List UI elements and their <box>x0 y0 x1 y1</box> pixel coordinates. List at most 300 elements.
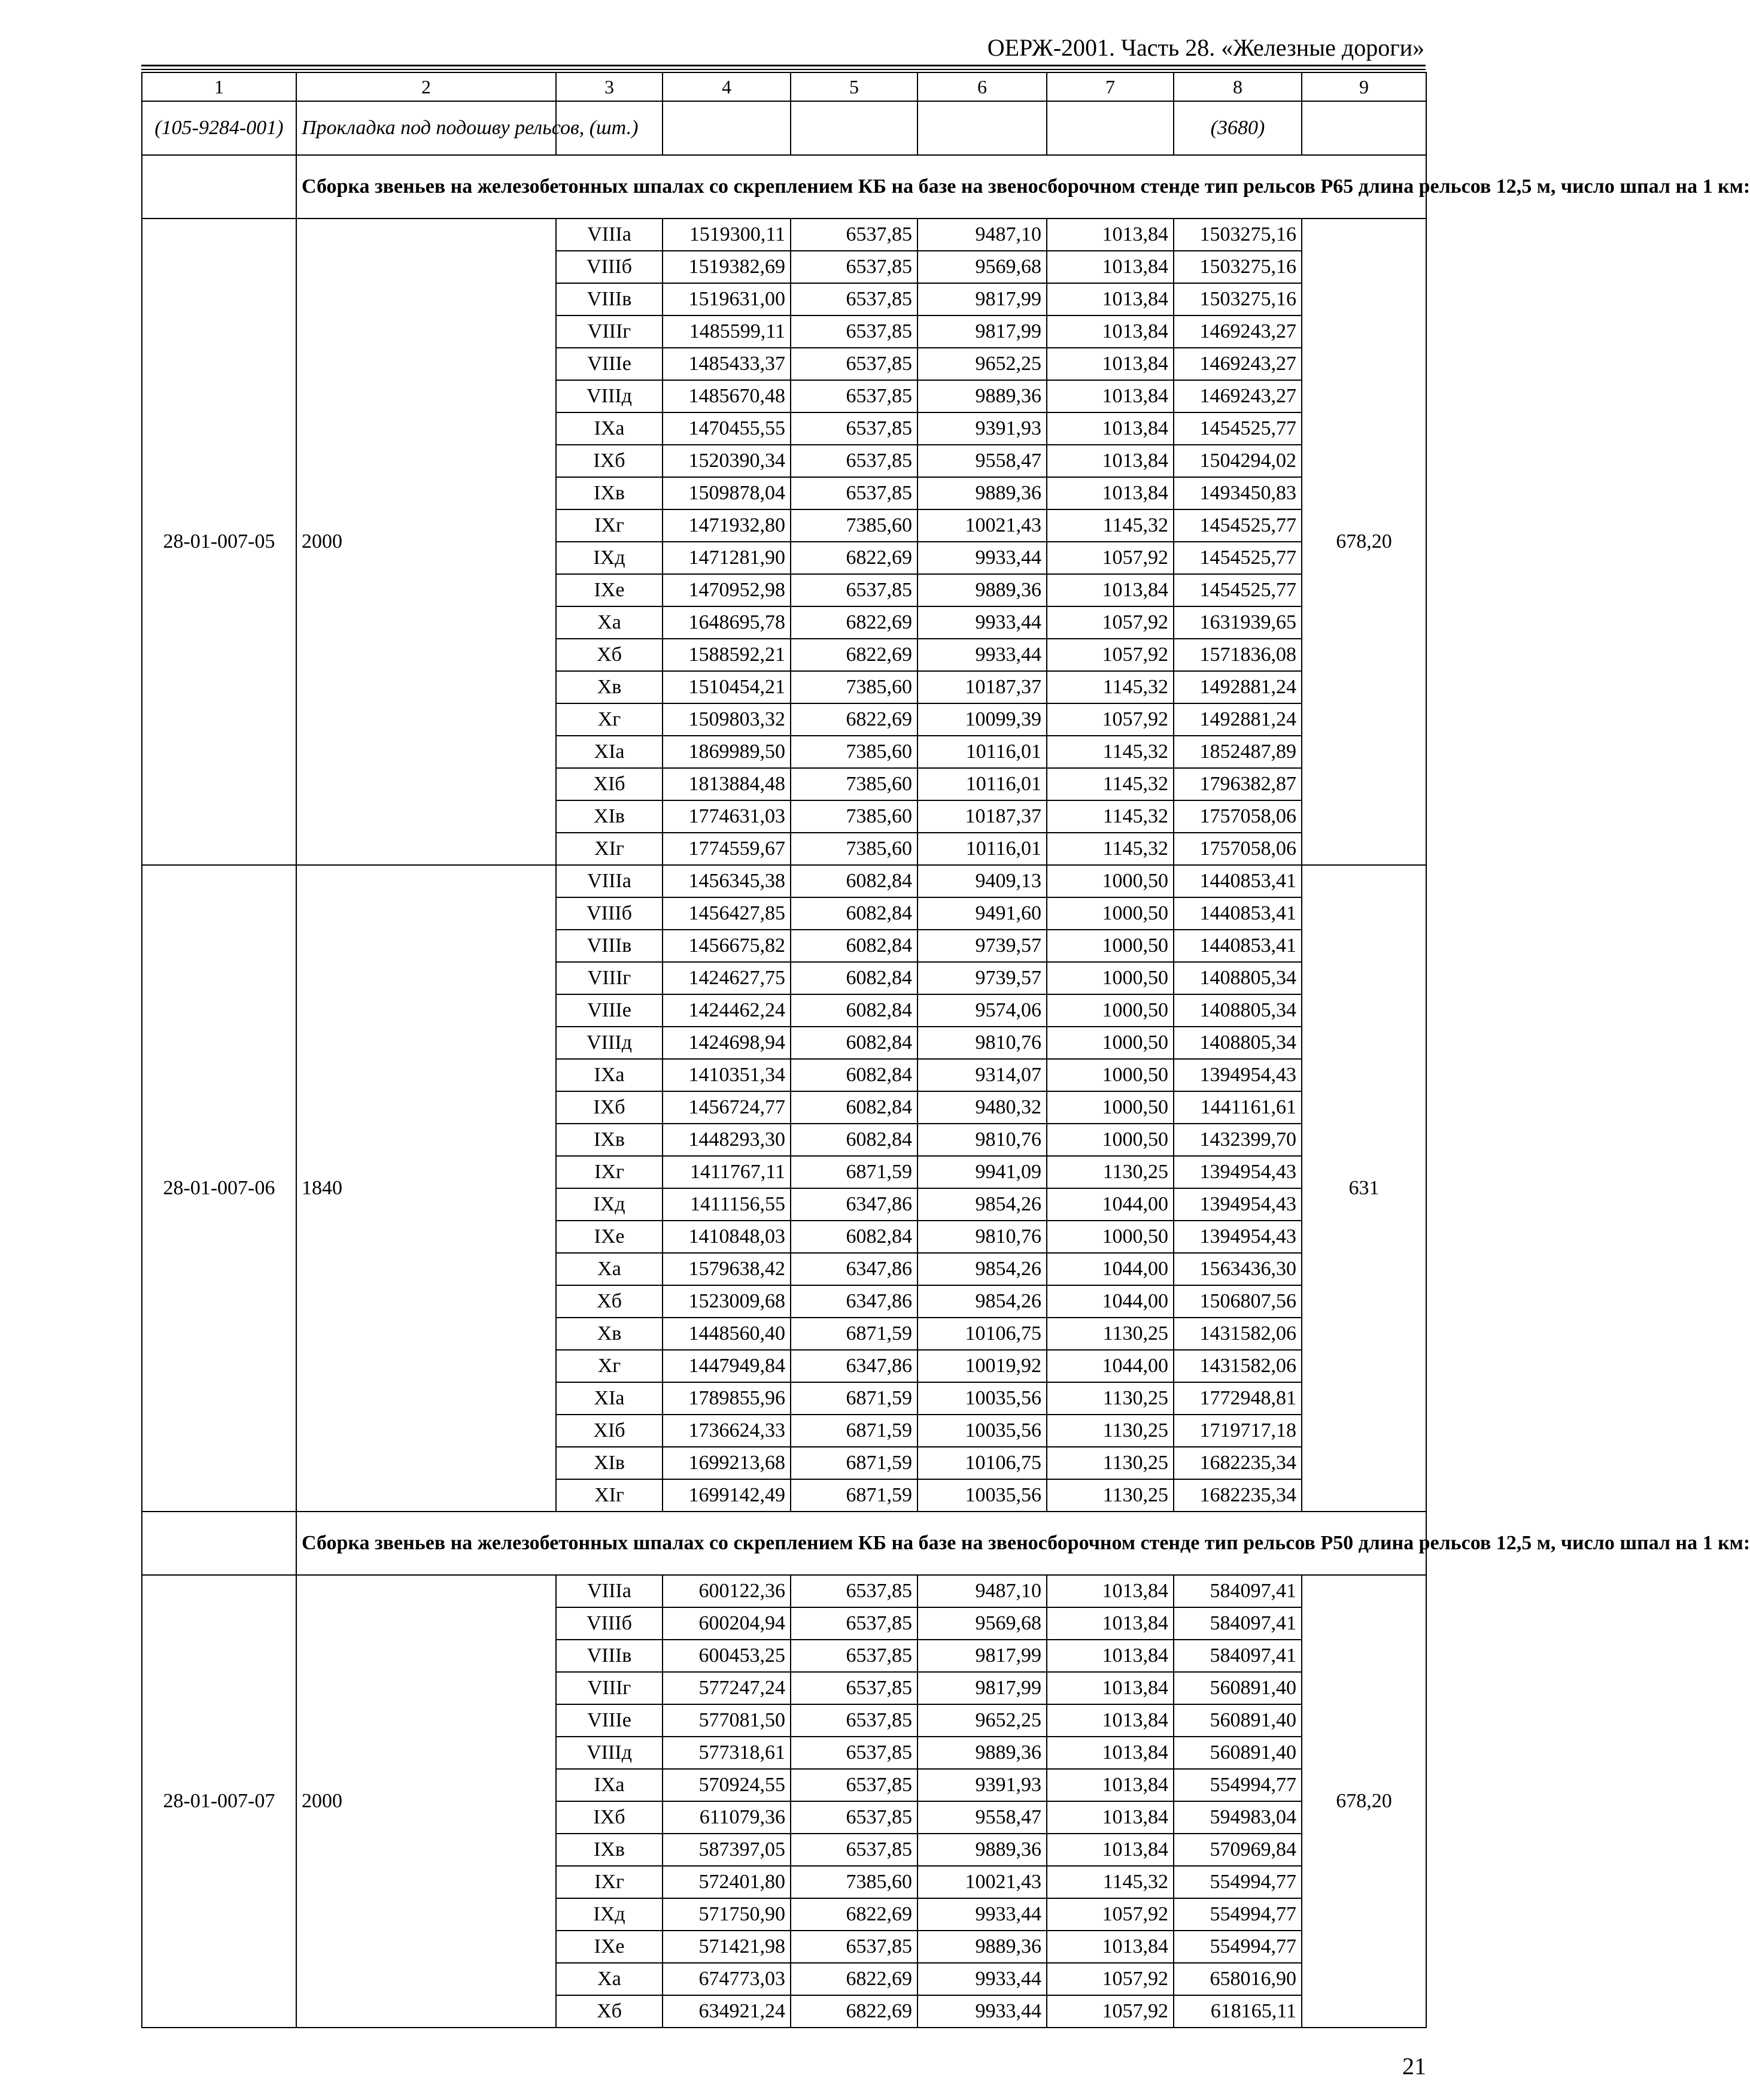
zone-code: VIIIб <box>556 251 663 283</box>
labor-cost: 6082,84 <box>791 1027 917 1059</box>
labor-cost: 6822,69 <box>791 703 917 736</box>
column-number: 7 <box>1047 72 1174 101</box>
total-cost: 1648695,78 <box>663 606 791 639</box>
labor-cost: 6537,85 <box>791 1704 917 1737</box>
page-number: 21 <box>1402 2053 1426 2080</box>
zone-code: IXе <box>556 1221 663 1253</box>
machine-cost: 9817,99 <box>917 315 1047 348</box>
machine-cost: 9487,10 <box>917 219 1047 251</box>
machine-cost: 9817,99 <box>917 283 1047 315</box>
operator-wage: 1013,84 <box>1047 1737 1174 1769</box>
labor-cost: 6822,69 <box>791 1898 917 1931</box>
empty-cell <box>917 101 1047 155</box>
material-cost: 584097,41 <box>1174 1607 1302 1640</box>
machine-cost: 10116,01 <box>917 736 1047 768</box>
material-row <box>142 101 1426 155</box>
zone-code: VIIIд <box>556 380 663 412</box>
machine-cost: 10021,43 <box>917 1866 1047 1898</box>
operator-wage: 1013,84 <box>1047 445 1174 477</box>
operator-wage: 1145,32 <box>1047 1866 1174 1898</box>
labor-cost: 7385,60 <box>791 1866 917 1898</box>
operator-wage: 1013,84 <box>1047 1704 1174 1737</box>
machine-cost: 9652,25 <box>917 1704 1047 1737</box>
operator-wage: 1145,32 <box>1047 768 1174 800</box>
empty-cell <box>1047 101 1174 155</box>
total-cost: 1699142,49 <box>663 1479 791 1512</box>
total-cost: 600453,25 <box>663 1640 791 1672</box>
table-row <box>142 1575 1426 1607</box>
labor-cost: 6537,85 <box>791 1769 917 1801</box>
material-cost: 1719717,18 <box>1174 1415 1302 1447</box>
total-cost: 1456724,77 <box>663 1091 791 1124</box>
operator-wage: 1057,92 <box>1047 606 1174 639</box>
zone-code: VIIIе <box>556 1704 663 1737</box>
zone-code: IXб <box>556 445 663 477</box>
material-cost: 1796382,87 <box>1174 768 1302 800</box>
machine-cost: 10035,56 <box>917 1479 1047 1512</box>
sleeper-count: 2000 <box>296 1575 556 2028</box>
labor-cost: 7385,60 <box>791 768 917 800</box>
operator-wage: 1130,25 <box>1047 1382 1174 1415</box>
operator-wage: 1013,84 <box>1047 1801 1174 1834</box>
material-cost: 618165,11 <box>1174 1995 1302 2028</box>
total-cost: 577318,61 <box>663 1737 791 1769</box>
machine-cost: 9391,93 <box>917 412 1047 445</box>
zone-code: IXа <box>556 412 663 445</box>
total-cost: 1510454,21 <box>663 671 791 703</box>
total-cost: 1448293,30 <box>663 1124 791 1156</box>
labor-cost: 6537,85 <box>791 283 917 315</box>
labor-cost: 6537,85 <box>791 1931 917 1963</box>
total-cost: 1519300,11 <box>663 219 791 251</box>
operator-wage: 1013,84 <box>1047 251 1174 283</box>
zone-code: VIIIе <box>556 348 663 380</box>
empty-cell <box>663 101 791 155</box>
labor-cost: 6537,85 <box>791 574 917 606</box>
labor-cost: 6537,85 <box>791 445 917 477</box>
empty-cell <box>142 1512 296 1575</box>
section-heading-row <box>142 1512 1426 1575</box>
material-cost: 1408805,34 <box>1174 994 1302 1027</box>
sleeper-count: 1840 <box>296 865 556 1512</box>
labor-cost: 6537,85 <box>791 251 917 283</box>
machine-cost: 9889,36 <box>917 1931 1047 1963</box>
operator-wage: 1057,92 <box>1047 1963 1174 1995</box>
zone-code: VIIIа <box>556 1575 663 1607</box>
labor-cost: 7385,60 <box>791 833 917 865</box>
operator-wage: 1000,50 <box>1047 897 1174 930</box>
labor-cost: 6537,85 <box>791 219 917 251</box>
labor-cost: 7385,60 <box>791 509 917 542</box>
operator-wage: 1000,50 <box>1047 865 1174 897</box>
material-cost: 584097,41 <box>1174 1640 1302 1672</box>
operator-wage: 1000,50 <box>1047 1027 1174 1059</box>
machine-cost: 9739,57 <box>917 962 1047 994</box>
zone-code: IXд <box>556 1188 663 1221</box>
machine-cost: 9854,26 <box>917 1188 1047 1221</box>
machine-cost: 9941,09 <box>917 1156 1047 1188</box>
labor-cost: 6082,84 <box>791 930 917 962</box>
operator-wage: 1145,32 <box>1047 736 1174 768</box>
machine-cost: 10019,92 <box>917 1350 1047 1382</box>
operator-wage: 1000,50 <box>1047 1091 1174 1124</box>
labor-cost: 6871,59 <box>791 1382 917 1415</box>
machine-cost: 9933,44 <box>917 542 1047 574</box>
machine-cost: 9480,32 <box>917 1091 1047 1124</box>
zone-code: Xв <box>556 1318 663 1350</box>
total-cost: 1520390,34 <box>663 445 791 477</box>
labor-cost: 6537,85 <box>791 315 917 348</box>
total-cost: 570924,55 <box>663 1769 791 1801</box>
material-cost: 1454525,77 <box>1174 509 1302 542</box>
material-cost: 1682235,34 <box>1174 1479 1302 1512</box>
machine-cost: 9889,36 <box>917 1834 1047 1866</box>
machine-cost: 9933,44 <box>917 1963 1047 1995</box>
operator-wage: 1013,84 <box>1047 1834 1174 1866</box>
labor-cost: 6347,86 <box>791 1285 917 1318</box>
material-cost: 560891,40 <box>1174 1672 1302 1704</box>
labor-cost: 6347,86 <box>791 1188 917 1221</box>
total-cost: 1774631,03 <box>663 800 791 833</box>
machine-cost: 9558,47 <box>917 445 1047 477</box>
machine-cost: 9810,76 <box>917 1124 1047 1156</box>
header-rule-thin <box>141 69 1426 70</box>
zone-code: IXг <box>556 509 663 542</box>
machine-cost: 10187,37 <box>917 671 1047 703</box>
section-heading-row <box>142 155 1426 219</box>
machine-cost: 10021,43 <box>917 509 1047 542</box>
operator-wage: 1130,25 <box>1047 1447 1174 1479</box>
total-cost: 1456345,38 <box>663 865 791 897</box>
material-cost: 1440853,41 <box>1174 897 1302 930</box>
machine-cost: 9854,26 <box>917 1253 1047 1285</box>
labor-cost: 6537,85 <box>791 1737 917 1769</box>
operator-wage: 1013,84 <box>1047 412 1174 445</box>
machine-cost: 9739,57 <box>917 930 1047 962</box>
machine-cost: 9810,76 <box>917 1027 1047 1059</box>
machine-cost: 9889,36 <box>917 1737 1047 1769</box>
machine-cost: 9491,60 <box>917 897 1047 930</box>
column-number: 2 <box>296 72 556 101</box>
total-cost: 1447949,84 <box>663 1350 791 1382</box>
total-cost: 1519382,69 <box>663 251 791 283</box>
zone-code: XIа <box>556 736 663 768</box>
zone-code: Xа <box>556 1253 663 1285</box>
material-cost: 1772948,81 <box>1174 1382 1302 1415</box>
zone-code: XIб <box>556 768 663 800</box>
labor-cost: 6082,84 <box>791 1091 917 1124</box>
column-number: 4 <box>663 72 791 101</box>
machine-cost: 9933,44 <box>917 606 1047 639</box>
column-number: 1 <box>142 72 296 101</box>
zone-code: XIг <box>556 1479 663 1512</box>
material-cost: 1504294,02 <box>1174 445 1302 477</box>
material-cost: 1469243,27 <box>1174 315 1302 348</box>
operator-wage: 1000,50 <box>1047 1221 1174 1253</box>
labor-cost: 6537,85 <box>791 477 917 509</box>
material-cost: 1469243,27 <box>1174 380 1302 412</box>
total-cost: 1471281,90 <box>663 542 791 574</box>
labor-hours: 631 <box>1302 865 1426 1512</box>
zone-code: VIIIв <box>556 930 663 962</box>
operator-wage: 1044,00 <box>1047 1188 1174 1221</box>
operator-wage: 1013,84 <box>1047 283 1174 315</box>
machine-cost: 10106,75 <box>917 1318 1047 1350</box>
zone-code: IXа <box>556 1769 663 1801</box>
section-title: Сборка звеньев на железобетонных шпалах со скреплением КБ на базе на звеносборочном стенде тип рельсов Р50 длина рельсов 12,5 м, число шпал на 1 км: <box>296 1512 1426 1575</box>
machine-cost: 10035,56 <box>917 1415 1047 1447</box>
material-cost: 1506807,56 <box>1174 1285 1302 1318</box>
sleeper-count: 2000 <box>296 219 556 865</box>
zone-code: VIIIг <box>556 1672 663 1704</box>
total-cost: 1424627,75 <box>663 962 791 994</box>
machine-cost: 9487,10 <box>917 1575 1047 1607</box>
machine-cost: 10035,56 <box>917 1382 1047 1415</box>
material-cost: 1469243,27 <box>1174 348 1302 380</box>
zone-code: XIв <box>556 800 663 833</box>
material-cost: 1492881,24 <box>1174 671 1302 703</box>
total-cost: 1410351,34 <box>663 1059 791 1091</box>
zone-code: IXа <box>556 1059 663 1091</box>
operator-wage: 1013,84 <box>1047 1607 1174 1640</box>
labor-cost: 6537,85 <box>791 380 917 412</box>
zone-code: VIIIб <box>556 897 663 930</box>
total-cost: 1485670,48 <box>663 380 791 412</box>
total-cost: 1485599,11 <box>663 315 791 348</box>
operator-wage: 1000,50 <box>1047 1059 1174 1091</box>
total-cost: 1579638,42 <box>663 1253 791 1285</box>
labor-cost: 6082,84 <box>791 1221 917 1253</box>
zone-code: Xг <box>556 1350 663 1382</box>
total-cost: 634921,24 <box>663 1995 791 2028</box>
section-title: Сборка звеньев на железобетонных шпалах со скреплением КБ на базе на звеносборочном стенде тип рельсов Р65 длина рельсов 12,5 м, число шпал на 1 км: <box>296 155 1426 219</box>
total-cost: 1411767,11 <box>663 1156 791 1188</box>
column-number: 5 <box>791 72 917 101</box>
total-cost: 1485433,37 <box>663 348 791 380</box>
total-cost: 577247,24 <box>663 1672 791 1704</box>
zone-code: Xб <box>556 639 663 671</box>
zone-code: IXб <box>556 1091 663 1124</box>
labor-cost: 6082,84 <box>791 1059 917 1091</box>
material-cost: 1492881,24 <box>1174 703 1302 736</box>
zone-code: VIIIд <box>556 1737 663 1769</box>
column-number-row <box>142 72 1426 101</box>
zone-code: VIIIб <box>556 1607 663 1640</box>
operator-wage: 1013,84 <box>1047 1672 1174 1704</box>
machine-cost: 10106,75 <box>917 1447 1047 1479</box>
machine-cost: 9569,68 <box>917 251 1047 283</box>
operator-wage: 1057,92 <box>1047 703 1174 736</box>
material-cost: 1454525,77 <box>1174 542 1302 574</box>
operator-wage: 1013,84 <box>1047 1640 1174 1672</box>
empty-cell <box>142 155 296 219</box>
zone-code: Xв <box>556 671 663 703</box>
material-cost: 1431582,06 <box>1174 1318 1302 1350</box>
zone-code: VIIIв <box>556 1640 663 1672</box>
total-cost: 1869989,50 <box>663 736 791 768</box>
material-cost: 1394954,43 <box>1174 1156 1302 1188</box>
labor-cost: 6082,84 <box>791 897 917 930</box>
zone-code: IXв <box>556 477 663 509</box>
material-cost: 594983,04 <box>1174 1801 1302 1834</box>
machine-cost: 9314,07 <box>917 1059 1047 1091</box>
operator-wage: 1057,92 <box>1047 639 1174 671</box>
zone-code: Xг <box>556 703 663 736</box>
machine-cost: 9933,44 <box>917 1898 1047 1931</box>
operator-wage: 1000,50 <box>1047 930 1174 962</box>
labor-hours: 678,20 <box>1302 219 1426 865</box>
zone-code: Xа <box>556 606 663 639</box>
zone-code: IXв <box>556 1834 663 1866</box>
total-cost: 1813884,48 <box>663 768 791 800</box>
machine-cost: 9810,76 <box>917 1221 1047 1253</box>
labor-cost: 7385,60 <box>791 736 917 768</box>
material-cost: 554994,77 <box>1174 1931 1302 1963</box>
operator-wage: 1057,92 <box>1047 542 1174 574</box>
labor-cost: 6822,69 <box>791 1995 917 2028</box>
table-row <box>142 865 1426 897</box>
machine-cost: 9817,99 <box>917 1672 1047 1704</box>
labor-cost: 6082,84 <box>791 962 917 994</box>
labor-cost: 6537,85 <box>791 348 917 380</box>
total-cost: 1523009,68 <box>663 1285 791 1318</box>
zone-code: VIIIд <box>556 1027 663 1059</box>
operator-wage: 1130,25 <box>1047 1318 1174 1350</box>
operator-wage: 1013,84 <box>1047 219 1174 251</box>
operator-wage: 1013,84 <box>1047 380 1174 412</box>
operator-wage: 1145,32 <box>1047 509 1174 542</box>
rate-code: 28-01-007-06 <box>142 865 296 1512</box>
total-cost: 600204,94 <box>663 1607 791 1640</box>
total-cost: 1699213,68 <box>663 1447 791 1479</box>
material-cost: 1432399,70 <box>1174 1124 1302 1156</box>
machine-cost: 10187,37 <box>917 800 1047 833</box>
total-cost: 1456675,82 <box>663 930 791 962</box>
material-cost: 1454525,77 <box>1174 574 1302 606</box>
zone-code: Xб <box>556 1995 663 2028</box>
machine-cost: 9854,26 <box>917 1285 1047 1318</box>
operator-wage: 1000,50 <box>1047 962 1174 994</box>
total-cost: 600122,36 <box>663 1575 791 1607</box>
material-cost: 554994,77 <box>1174 1898 1302 1931</box>
empty-cell <box>791 101 917 155</box>
operator-wage: 1013,84 <box>1047 348 1174 380</box>
zone-code: XIг <box>556 833 663 865</box>
machine-cost: 9933,44 <box>917 639 1047 671</box>
operator-wage: 1000,50 <box>1047 994 1174 1027</box>
labor-cost: 6537,85 <box>791 1640 917 1672</box>
header-rule <box>141 65 1426 66</box>
total-cost: 1410848,03 <box>663 1221 791 1253</box>
zone-code: IXе <box>556 1931 663 1963</box>
operator-wage: 1145,32 <box>1047 833 1174 865</box>
labor-cost: 6537,85 <box>791 1834 917 1866</box>
zone-code: IXб <box>556 1801 663 1834</box>
machine-cost: 9391,93 <box>917 1769 1047 1801</box>
column-number: 6 <box>917 72 1047 101</box>
machine-cost: 10099,39 <box>917 703 1047 736</box>
operator-wage: 1130,25 <box>1047 1479 1174 1512</box>
machine-cost: 10116,01 <box>917 768 1047 800</box>
machine-cost: 9889,36 <box>917 380 1047 412</box>
machine-cost: 9652,25 <box>917 348 1047 380</box>
labor-cost: 6537,85 <box>791 1575 917 1607</box>
material-cost: 1503275,16 <box>1174 219 1302 251</box>
operator-wage: 1057,92 <box>1047 1995 1174 2028</box>
zone-code: IXе <box>556 574 663 606</box>
labor-cost: 6537,85 <box>791 412 917 445</box>
column-number: 8 <box>1174 72 1302 101</box>
material-cost: 1682235,34 <box>1174 1447 1302 1479</box>
machine-cost: 9817,99 <box>917 1640 1047 1672</box>
zone-code: XIв <box>556 1447 663 1479</box>
zone-code: IXв <box>556 1124 663 1156</box>
zone-code: IXг <box>556 1866 663 1898</box>
labor-cost: 6082,84 <box>791 865 917 897</box>
operator-wage: 1044,00 <box>1047 1350 1174 1382</box>
material-cost: 554994,77 <box>1174 1866 1302 1898</box>
operator-wage: 1013,84 <box>1047 315 1174 348</box>
machine-cost: 9889,36 <box>917 574 1047 606</box>
labor-cost: 6871,59 <box>791 1318 917 1350</box>
operator-wage: 1013,84 <box>1047 477 1174 509</box>
machine-cost: 10116,01 <box>917 833 1047 865</box>
total-cost: 1411156,55 <box>663 1188 791 1221</box>
total-cost: 1519631,00 <box>663 283 791 315</box>
material-cost: 1454525,77 <box>1174 412 1302 445</box>
material-cost: 1493450,83 <box>1174 477 1302 509</box>
total-cost: 1456427,85 <box>663 897 791 930</box>
labor-cost: 6537,85 <box>791 1672 917 1704</box>
labor-cost: 6537,85 <box>791 1801 917 1834</box>
labor-cost: 6822,69 <box>791 1963 917 1995</box>
material-quantity: (3680) <box>1174 101 1302 155</box>
material-cost: 1394954,43 <box>1174 1221 1302 1253</box>
labor-cost: 6871,59 <box>791 1156 917 1188</box>
zone-code: IXд <box>556 1898 663 1931</box>
total-cost: 1509803,32 <box>663 703 791 736</box>
operator-wage: 1044,00 <box>1047 1285 1174 1318</box>
material-cost: 1394954,43 <box>1174 1059 1302 1091</box>
machine-cost: 9574,06 <box>917 994 1047 1027</box>
zone-code: VIIIг <box>556 315 663 348</box>
material-cost: 658016,90 <box>1174 1963 1302 1995</box>
labor-cost: 6537,85 <box>791 1607 917 1640</box>
material-cost: 1408805,34 <box>1174 962 1302 994</box>
labor-cost: 6082,84 <box>791 994 917 1027</box>
total-cost: 1424698,94 <box>663 1027 791 1059</box>
table-row <box>142 219 1426 251</box>
total-cost: 1736624,33 <box>663 1415 791 1447</box>
operator-wage: 1057,92 <box>1047 1898 1174 1931</box>
zone-code: IXг <box>556 1156 663 1188</box>
material-cost: 1394954,43 <box>1174 1188 1302 1221</box>
machine-cost: 9569,68 <box>917 1607 1047 1640</box>
column-number: 9 <box>1302 72 1426 101</box>
labor-cost: 6347,86 <box>791 1253 917 1285</box>
total-cost: 1470455,55 <box>663 412 791 445</box>
zone-code: Xб <box>556 1285 663 1318</box>
material-cost: 1852487,89 <box>1174 736 1302 768</box>
material-cost: 1571836,08 <box>1174 639 1302 671</box>
total-cost: 1789855,96 <box>663 1382 791 1415</box>
rate-code: 28-01-007-07 <box>142 1575 296 2028</box>
total-cost: 611079,36 <box>663 1801 791 1834</box>
operator-wage: 1013,84 <box>1047 1575 1174 1607</box>
total-cost: 571421,98 <box>663 1931 791 1963</box>
total-cost: 1471932,80 <box>663 509 791 542</box>
material-cost: 1563436,30 <box>1174 1253 1302 1285</box>
